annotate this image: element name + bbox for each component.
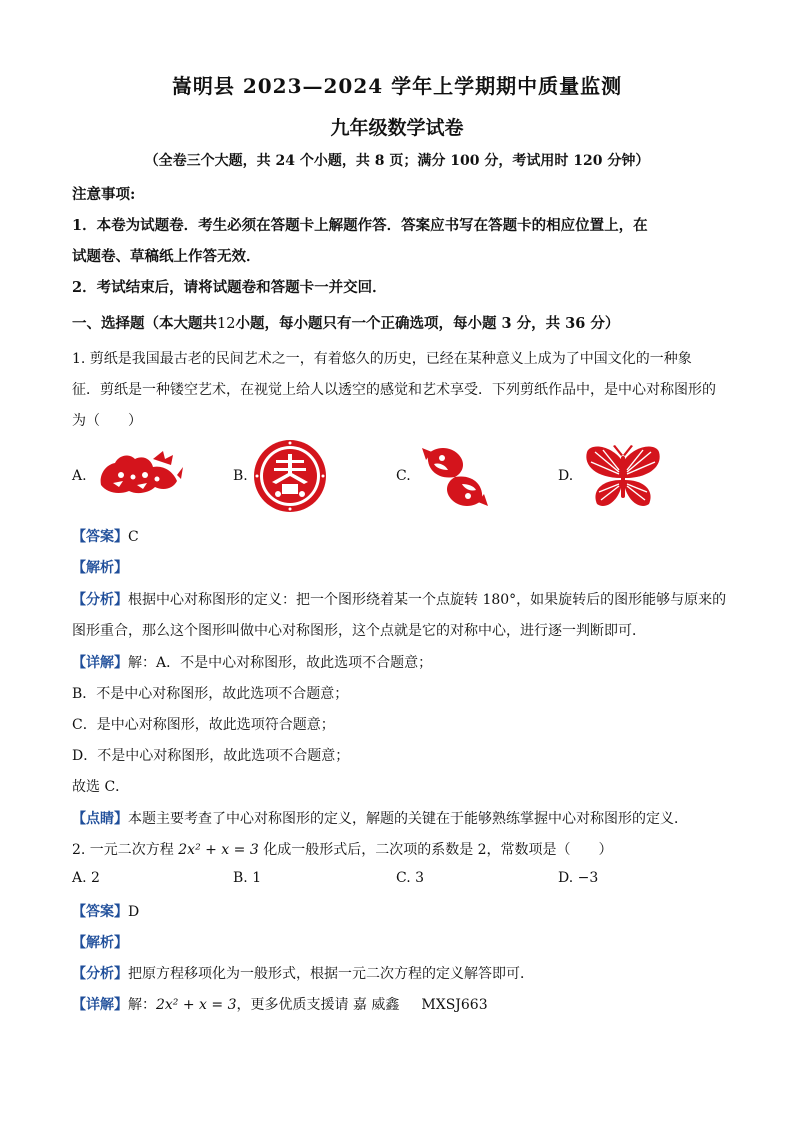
- q2-answer-tag: 【答案】: [72, 904, 128, 920]
- q1-stem-line-2: 征．剪纸是一种镂空艺术，在视觉上给人以透空的感觉和艺术享受．下列剪纸作品中，是中心对称图形的: [72, 382, 716, 398]
- dragon-papercut-image: [93, 445, 185, 497]
- q2-xiangjie-text-a: 解：: [128, 997, 156, 1013]
- q1-option-b-label: B.: [233, 468, 248, 484]
- q2-fenxi-line: [72, 963, 534, 983]
- q1-detail-c: C．是中心对称图形，故此选项符合题意；: [72, 717, 335, 733]
- q1-fenxi-text-a: 根据中心对称图形的定义：把一个图形绕着某一个点旋转 180°，如果旋转后的图形能够与原来的: [128, 592, 727, 608]
- q2-option-b: B. 1: [233, 870, 262, 886]
- q2-analysis-tag: 【解析】: [72, 935, 128, 951]
- q2-answer: [72, 901, 139, 921]
- notice-item-1a: 1．本卷为试题卷．考生必须在答题卡上解题作答．答案应书写在答题卡的相应位置上，在: [72, 217, 648, 234]
- q2-stem: [72, 839, 613, 859]
- section-1-suffix: 小题，每小题只有一个正确选项，每小题 3 分，共 36 分）: [235, 315, 620, 332]
- q1-detail-b: B．不是中心对称图形，故此选项不合题意；: [72, 686, 349, 702]
- q2-stem-b: 化成一般形式后，二次项的系数是 2，常数项是（ ）: [258, 842, 613, 858]
- section-1-count: 12: [217, 316, 236, 332]
- exam-info: （全卷三个大题，共 24 个小题，共 8 页；满分 100 分，考试用时 120 分钟）: [144, 153, 650, 169]
- exam-title: 嵩明县 2023—2024 学年上学期期中质量监测: [171, 74, 623, 98]
- chun-papercut-image: [252, 438, 328, 514]
- q2-option-d: D. −3: [558, 870, 599, 886]
- q1-option-d-label: D.: [558, 468, 574, 484]
- q2-xiangjie-text-b: ，更多优质支援请 嘉 威鑫: [236, 997, 400, 1013]
- q1-option-c-label: C.: [396, 468, 411, 484]
- q2-xiangjie-tag: 【详解】: [72, 997, 128, 1013]
- q1-dianjing-line: [72, 808, 688, 828]
- butterfly-papercut-image: [583, 442, 663, 512]
- q1-conclusion: 故选 C．: [72, 779, 130, 795]
- q2-answer-value: D: [128, 904, 140, 920]
- q2-equation: 2x² + x = 3: [178, 842, 259, 858]
- q1-dianjing-text: 本题主要考查了中心对称图形的定义，解题的关键在于能够熟练掌握中心对称图形的定义．: [128, 811, 688, 827]
- q1-dianjing-tag: 【点睛】: [72, 811, 128, 827]
- q1-fenxi-tag: 【分析】: [72, 592, 128, 608]
- q1-stem-line-3: 为（ ）: [72, 413, 142, 429]
- q1-stem-line-1: 1. 剪纸是我国最古老的民间艺术之一，有着悠久的历史，已经在某种意义上成为了中国文化的一种象: [72, 351, 692, 367]
- q1-option-a-label: A.: [72, 468, 87, 484]
- q2-xiangjie-line: [72, 994, 488, 1014]
- q1-fenxi-line-1: [72, 589, 726, 609]
- q2-stem-a: 2. 一元二次方程: [72, 842, 179, 858]
- notice-item-1b: 试题卷、草稿纸上作答无效．: [72, 248, 261, 265]
- q1-fenxi-line-2: 图形重合，那么这个图形叫做中心对称图形，这个点就是它的对称中心，进行逐一判断即可．: [72, 623, 646, 639]
- q1-xiangjie-text: 解：A．不是中心对称图形，故此选项不合题意；: [128, 655, 433, 671]
- q1-xiangjie-line: [72, 652, 432, 672]
- section-1-prefix: 一、选择题（本大题共: [72, 315, 217, 332]
- q1-answer: [72, 526, 139, 546]
- section-1-heading: [72, 312, 619, 333]
- q2-option-a: A. 2: [72, 870, 100, 886]
- q2-fenxi-tag: 【分析】: [72, 966, 128, 982]
- exam-subject: 九年级数学试卷: [330, 117, 464, 139]
- notice-heading: 注意事项:: [72, 186, 136, 203]
- q2-fenxi-text: 把原方程移项化为一般形式，根据一元二次方程的定义解答即可．: [128, 966, 534, 982]
- q1-analysis-tag: 【解析】: [72, 560, 128, 576]
- q1-answer-value: C: [128, 529, 139, 545]
- notice-item-2: 2．考试结束后，请将试题卷和答题卡一并交回．: [72, 279, 387, 296]
- fish-papercut-image: [418, 440, 492, 514]
- q2-xiangjie-code: MXSJ663: [421, 997, 488, 1013]
- q2-option-c: C. 3: [396, 870, 425, 886]
- q2-xiangjie-equation: 2x² + x = 3: [156, 997, 237, 1013]
- q1-answer-tag: 【答案】: [72, 529, 128, 545]
- q1-xiangjie-tag: 【详解】: [72, 655, 128, 671]
- q1-detail-d: D．不是中心对称图形，故此选项不合题意；: [72, 748, 350, 764]
